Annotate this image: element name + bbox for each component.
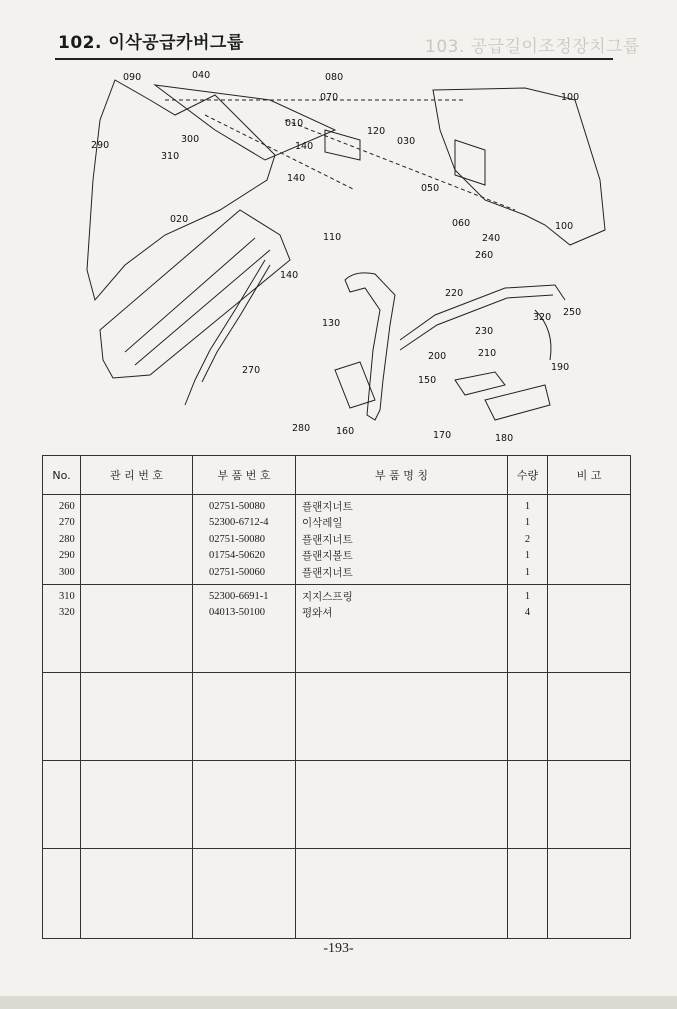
row-qty: 1 bbox=[524, 591, 531, 602]
callout-140-top: 140 bbox=[295, 141, 314, 152]
conveyor-arm bbox=[100, 210, 290, 378]
page-title: 102. 이삭공급카버그룹 bbox=[58, 33, 244, 53]
callout-140-low: 140 bbox=[280, 270, 299, 281]
callout-090: 090 bbox=[123, 72, 142, 83]
row-part-number: 02751-50060 bbox=[209, 566, 265, 578]
row-part-number: 01754-50620 bbox=[209, 550, 265, 562]
callout-210: 210 bbox=[478, 348, 497, 359]
row-qty: 1 bbox=[524, 550, 531, 562]
row-no: 290 bbox=[59, 550, 75, 562]
row-part-name: 플랜지너트 bbox=[302, 533, 353, 546]
callout-250: 250 bbox=[563, 307, 582, 318]
page-number: -193- bbox=[323, 941, 354, 956]
table-group-1 bbox=[43, 495, 631, 585]
row-no: 300 bbox=[59, 566, 75, 578]
parts-table bbox=[42, 455, 631, 939]
header-no: No. bbox=[43, 456, 81, 495]
header-name: 부 품 명 칭 bbox=[296, 456, 508, 495]
scan-edge bbox=[0, 996, 677, 1009]
callout-240: 240 bbox=[482, 233, 501, 244]
callout-070: 070 bbox=[320, 92, 339, 103]
bleed-through-title: 103. 공급길이조정장치그룹 bbox=[425, 37, 640, 57]
callout-080: 080 bbox=[325, 72, 344, 83]
row-qty: 4 bbox=[524, 607, 531, 619]
row-qty: 1 bbox=[524, 566, 531, 578]
row-no: 280 bbox=[59, 533, 75, 545]
header-qty: 수량 bbox=[508, 456, 548, 495]
row-part-name: 플랜지너트 bbox=[302, 566, 353, 579]
row-no: 320 bbox=[59, 607, 75, 619]
grain-rail bbox=[185, 260, 270, 405]
callout-060: 060 bbox=[452, 218, 471, 229]
callout-300: 300 bbox=[181, 134, 200, 145]
row-part-name: 플랜지너트 bbox=[302, 501, 353, 513]
callout-310: 310 bbox=[161, 151, 180, 162]
row-part-number: 02751-50080 bbox=[209, 533, 265, 545]
row-no: 310 bbox=[59, 591, 75, 602]
table-group-empty bbox=[43, 673, 631, 761]
callout-100-upper: 100 bbox=[561, 92, 580, 103]
table-group-empty bbox=[43, 849, 631, 939]
callout-200: 200 bbox=[428, 351, 447, 362]
row-no: 270 bbox=[59, 517, 75, 529]
row-part-name: 지지스프링 bbox=[302, 591, 353, 603]
callout-220: 220 bbox=[445, 288, 464, 299]
callout-150: 150 bbox=[418, 375, 437, 386]
callout-280: 280 bbox=[292, 423, 311, 434]
callout-100-lower: 100 bbox=[555, 221, 574, 232]
callout-030: 030 bbox=[397, 136, 416, 147]
row-no: 260 bbox=[59, 501, 75, 512]
cover-plate bbox=[87, 80, 275, 300]
callout-010: 010 bbox=[285, 118, 304, 129]
row-qty: 1 bbox=[524, 501, 531, 512]
callout-020: 020 bbox=[170, 214, 189, 225]
table-group-2 bbox=[43, 585, 631, 673]
guide-tube bbox=[345, 273, 395, 420]
callout-170: 170 bbox=[433, 430, 452, 441]
callout-040: 040 bbox=[192, 70, 211, 81]
exploded-parts-diagram bbox=[55, 60, 615, 450]
row-qty: 1 bbox=[524, 517, 531, 529]
callout-130: 130 bbox=[322, 318, 341, 329]
header-mgmt: 관 리 번 호 bbox=[81, 456, 193, 495]
header-remark: 비 고 bbox=[548, 456, 631, 495]
row-part-name: 이삭레일 bbox=[302, 517, 343, 530]
row-part-name: 평와셔 bbox=[302, 607, 333, 620]
row-part-name: 플랜지볼트 bbox=[302, 550, 353, 563]
callout-180: 180 bbox=[495, 433, 514, 444]
callout-260: 260 bbox=[475, 250, 494, 261]
table-header-row bbox=[43, 456, 631, 495]
callout-270: 270 bbox=[242, 365, 261, 376]
callout-140-mid: 140 bbox=[287, 173, 306, 184]
row-part-number: 52300-6691-1 bbox=[209, 591, 269, 602]
row-part-number: 04013-50100 bbox=[209, 607, 265, 619]
row-qty: 2 bbox=[524, 533, 531, 545]
table-group-empty bbox=[43, 761, 631, 849]
callout-290: 290 bbox=[91, 140, 110, 151]
callout-120: 120 bbox=[367, 126, 386, 137]
callout-110: 110 bbox=[323, 232, 342, 243]
callout-320: 320 bbox=[533, 312, 552, 323]
row-part-number: 52300-6712-4 bbox=[209, 517, 269, 529]
header-part: 부 품 번 호 bbox=[193, 456, 296, 495]
callout-160: 160 bbox=[336, 426, 355, 437]
row-part-number: 02751-50080 bbox=[209, 501, 265, 512]
callout-190: 190 bbox=[551, 362, 570, 373]
callout-050: 050 bbox=[421, 183, 440, 194]
callout-230: 230 bbox=[475, 326, 494, 337]
